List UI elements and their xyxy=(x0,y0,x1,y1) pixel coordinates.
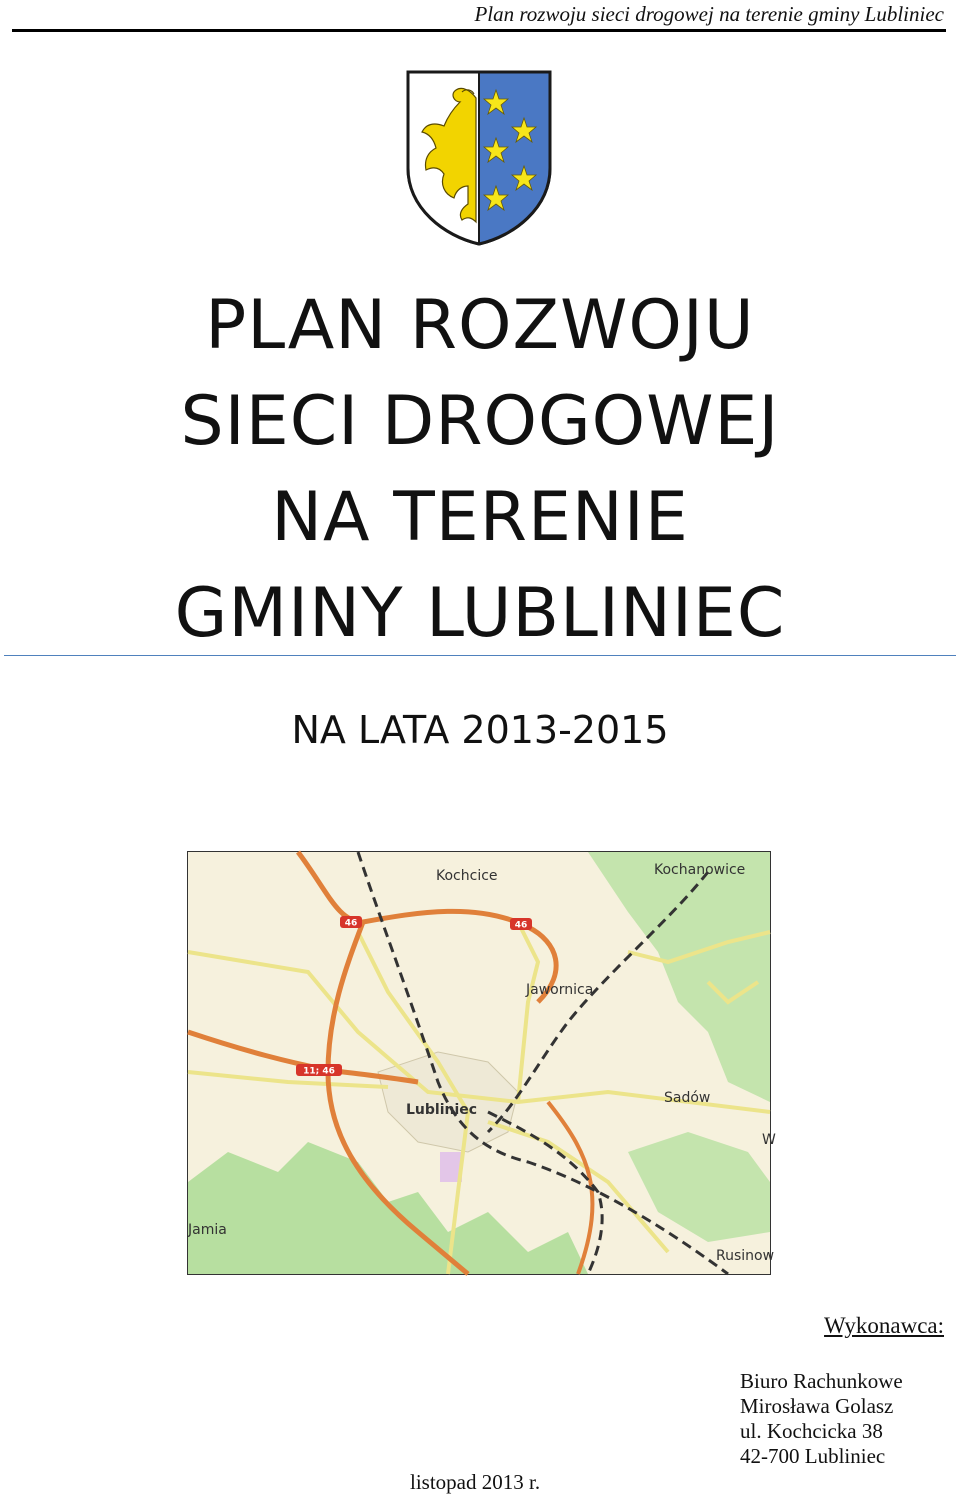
map-label-rusinow: Rusinow xyxy=(716,1248,775,1264)
area-map xyxy=(187,851,776,1275)
map-label-jamia: Jamia xyxy=(188,1222,227,1238)
contractor-line: Mirosława Golasz xyxy=(740,1394,894,1418)
road-badge: 11; 46 xyxy=(303,1066,335,1077)
title-line-1: PLAN ROZWOJU xyxy=(205,286,755,365)
title-line-2: SIECI DROGOWEJ xyxy=(180,382,780,461)
map-label-lubliniec: Lubliniec xyxy=(406,1102,478,1118)
title-rule xyxy=(4,655,956,656)
coat-of-arms-icon xyxy=(404,68,554,246)
road-badge: 46 xyxy=(344,918,358,929)
header-rule xyxy=(12,29,946,32)
map-label-kochanowice: Kochanowice xyxy=(654,862,746,878)
document-title xyxy=(0,278,960,662)
map-label-jawornica: Jawornica xyxy=(526,982,594,998)
contractor-address xyxy=(740,1369,903,1469)
map-label-kochcice: Kochcice xyxy=(436,868,498,884)
map-label-w: W xyxy=(762,1132,776,1148)
running-header: Plan rozwoju sieci drogowej na terenie gminy Lubliniec xyxy=(474,2,944,26)
document-date: listopad 2013 r. xyxy=(410,1470,541,1494)
road-badge: 46 xyxy=(514,920,528,931)
map-label-sadow: Sadów xyxy=(664,1090,711,1106)
document-subtitle: NA LATA 2013-2015 xyxy=(291,708,669,752)
contractor-line: Biuro Rachunkowe xyxy=(740,1369,903,1393)
title-line-3: NA TERENIE xyxy=(271,478,689,557)
title-line-4: GMINY LUBLINIEC xyxy=(174,574,786,653)
contractor-line: 42-700 Lubliniec xyxy=(740,1444,886,1468)
contractor-label: Wykonawca: xyxy=(824,1313,944,1338)
contractor-line: ul. Kochcicka 38 xyxy=(740,1419,883,1443)
